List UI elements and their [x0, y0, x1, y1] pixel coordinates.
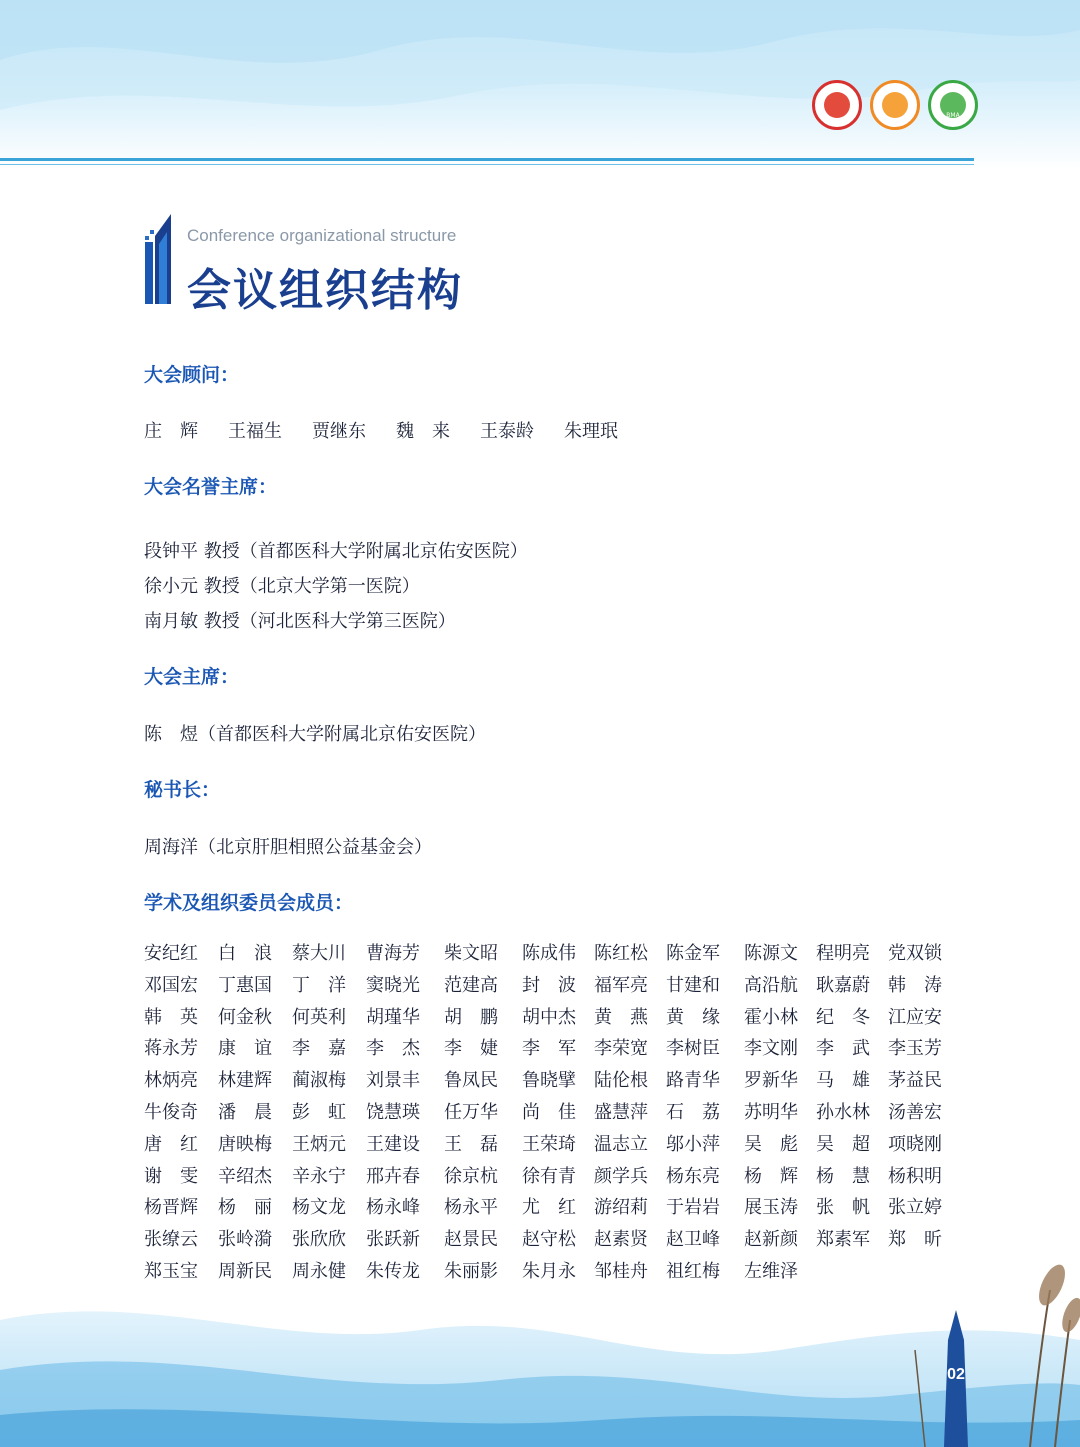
- member-name: 杨积明: [888, 1165, 942, 1187]
- member-name: 范建高: [444, 974, 498, 996]
- member-name: 温志立: [594, 1133, 648, 1155]
- member-name: 李玉芳: [888, 1038, 942, 1060]
- section-advisors-title: 大会顾问：: [144, 364, 240, 386]
- member-name: 杨文龙: [292, 1197, 346, 1219]
- member-name: 何英利: [292, 1006, 346, 1028]
- member-name: 林炳亮: [144, 1070, 198, 1092]
- member-name: 徐有青: [522, 1165, 576, 1187]
- member-name: 白 浪: [218, 943, 272, 964]
- section-honorary-title: 大会名誉主席：: [144, 476, 278, 498]
- member-name: 张立婷: [888, 1197, 942, 1219]
- building-icon: [145, 214, 173, 304]
- member-name: 邬小萍: [666, 1133, 720, 1155]
- member-name: 彭 虹: [292, 1101, 346, 1123]
- member-name: 李树臣: [666, 1038, 720, 1060]
- member-name: 耿嘉蔚: [816, 974, 870, 996]
- member-name: 朱丽影: [444, 1260, 498, 1282]
- member-name: 何金秋: [218, 1006, 272, 1028]
- member-name: 项晓刚: [888, 1133, 942, 1155]
- member-name: 赵卫峰: [666, 1229, 720, 1251]
- member-name: 郑素军: [816, 1229, 870, 1251]
- list-item: 庄 辉: [144, 421, 198, 442]
- member-name: 鲁凤民: [444, 1070, 498, 1092]
- member-name: 李文刚: [744, 1038, 798, 1060]
- member-name: 潘 晨: [218, 1101, 272, 1123]
- member-name: 陆伦根: [594, 1070, 648, 1092]
- member-name: 展玉涛: [744, 1197, 798, 1219]
- member-name: 邓国宏: [144, 974, 198, 996]
- member-name: 王炳元: [292, 1133, 346, 1155]
- list-item: 王福生: [228, 421, 282, 442]
- member-name: 孙水林: [816, 1101, 870, 1123]
- member-name: 尚 佳: [522, 1101, 576, 1123]
- member-name: 杨永平: [444, 1197, 498, 1219]
- member-name: 胡中杰: [522, 1006, 576, 1028]
- member-name: 康 谊: [218, 1038, 272, 1060]
- member-name: 纪 冬: [816, 1006, 870, 1028]
- member-name: 李荣宽: [594, 1038, 648, 1060]
- honorary-chair: 段钟平 教授（首都医科大学附属北京佑安医院）: [144, 541, 528, 562]
- member-name: 杨 辉: [744, 1165, 798, 1187]
- member-name: 牛俊奇: [144, 1101, 198, 1123]
- member-name: 颜学兵: [594, 1165, 648, 1187]
- member-name: 张跃新: [366, 1229, 420, 1251]
- member-name: 于岩岩: [666, 1197, 720, 1219]
- member-name: 杨永峰: [366, 1197, 420, 1219]
- member-name: 胡 鹏: [444, 1006, 498, 1028]
- member-name: 张缭云: [144, 1229, 198, 1251]
- list-item: 魏 来: [396, 421, 450, 442]
- honorary-chair: 南月敏 教授（河北医科大学第三医院）: [144, 611, 456, 632]
- member-name: 安纪红: [144, 943, 198, 964]
- member-name: 黄 缘: [666, 1006, 720, 1028]
- member-name: 韩 英: [144, 1006, 198, 1028]
- header-rule: [0, 158, 974, 161]
- member-name: 杨晋辉: [144, 1197, 198, 1219]
- liver-society-logo: [812, 80, 862, 130]
- member-name: 陈红松: [594, 943, 648, 964]
- member-name: 邢卉春: [366, 1165, 420, 1187]
- member-name: 唐映梅: [218, 1133, 272, 1155]
- member-name: 霍小林: [744, 1006, 798, 1028]
- member-name: 党双锁: [888, 943, 942, 964]
- member-name: 黄 燕: [594, 1006, 648, 1028]
- member-name: 路青华: [666, 1070, 720, 1092]
- section-chair-title: 大会主席：: [144, 666, 240, 688]
- member-name: 郑 昕: [888, 1229, 942, 1251]
- organizer-logos: [812, 80, 978, 130]
- member-name: 赵景民: [444, 1229, 498, 1251]
- member-name: 辛永宁: [292, 1165, 346, 1187]
- conference-chair: 陈 煜（首都医科大学附属北京佑安医院）: [144, 724, 486, 745]
- member-name: 陈金军: [666, 943, 720, 964]
- member-name: 朱传龙: [366, 1260, 420, 1282]
- member-name: 茅益民: [888, 1070, 942, 1092]
- section-members-title: 学术及组织委员会成员：: [144, 892, 354, 914]
- member-name: 祖红梅: [666, 1260, 720, 1282]
- member-name: 郑玉宝: [144, 1260, 198, 1282]
- member-name: 周永健: [292, 1260, 346, 1282]
- member-name: 张岭漪: [218, 1229, 272, 1251]
- list-item: 王泰龄: [480, 421, 534, 442]
- member-name: 王荣琦: [522, 1133, 576, 1155]
- member-name: 饶慧瑛: [366, 1101, 420, 1123]
- member-name: 石 荔: [666, 1101, 720, 1123]
- member-name: 赵守松: [522, 1229, 576, 1251]
- member-name: 盛慧萍: [594, 1101, 648, 1123]
- bma-logo: BMA: [928, 80, 978, 130]
- member-name: 曹海芳: [366, 943, 420, 964]
- member-name: 李 杰: [366, 1038, 420, 1060]
- member-name: 丁惠国: [218, 974, 272, 996]
- member-name: 甘建和: [666, 974, 720, 996]
- member-name: 张欣欣: [292, 1229, 346, 1251]
- member-name: 徐京杭: [444, 1165, 498, 1187]
- member-name: 马 雄: [816, 1070, 870, 1092]
- member-name: 林建辉: [218, 1070, 272, 1092]
- member-name: 鲁晓擘: [522, 1070, 576, 1092]
- page-title: 会议组织结构: [187, 265, 463, 316]
- list-item: 贾继东: [312, 421, 366, 442]
- member-name: 高沿航: [744, 974, 798, 996]
- section-secretary-title: 秘书长：: [144, 779, 221, 801]
- member-name: 辛绍杰: [218, 1165, 272, 1187]
- member-name: 胡瑾华: [366, 1006, 420, 1028]
- member-name: 汤善宏: [888, 1101, 942, 1123]
- member-name: 蔺淑梅: [292, 1070, 346, 1092]
- member-name: 韩 涛: [888, 974, 942, 996]
- member-name: 窦晓光: [366, 974, 420, 996]
- member-name: 苏明华: [744, 1101, 798, 1123]
- member-name: 罗新华: [744, 1070, 798, 1092]
- member-name: 李 武: [816, 1038, 870, 1060]
- member-name: 朱月永: [522, 1260, 576, 1282]
- secretary-general: 周海洋（北京肝胆相照公益基金会）: [144, 837, 432, 858]
- member-name: 游绍莉: [594, 1197, 648, 1219]
- member-name: 刘景丰: [366, 1070, 420, 1092]
- member-name: 江应安: [888, 1006, 942, 1028]
- member-name: 蒋永芳: [144, 1038, 198, 1060]
- footer-decoration: [0, 1230, 1080, 1447]
- member-name: 杨 丽: [218, 1197, 272, 1219]
- header-rule-thin: [0, 164, 974, 165]
- member-name: 李 婕: [444, 1038, 498, 1060]
- member-name: 杨东亮: [666, 1165, 720, 1187]
- member-name: 尤 红: [522, 1197, 576, 1219]
- liver-foundation-logo: [870, 80, 920, 130]
- member-name: 赵素贤: [594, 1229, 648, 1251]
- page-number: 02: [947, 1366, 965, 1383]
- member-name: 左维泽: [744, 1260, 798, 1282]
- member-name: 周新民: [218, 1260, 272, 1282]
- member-name: 吴 超: [816, 1133, 870, 1155]
- advisors-list: [144, 417, 648, 443]
- member-name: 邹桂舟: [594, 1260, 648, 1282]
- member-name: 陈成伟: [522, 943, 576, 964]
- title-english: Conference organizational structure: [187, 226, 457, 245]
- honorary-chair: 徐小元 教授（北京大学第一医院）: [144, 576, 420, 597]
- member-name: 任万华: [444, 1101, 498, 1123]
- member-name: 唐 红: [144, 1133, 198, 1155]
- member-name: 福军亮: [594, 974, 648, 996]
- member-name: 丁 洋: [292, 974, 346, 996]
- member-name: 李 嘉: [292, 1038, 346, 1060]
- member-name: 吴 彪: [744, 1133, 798, 1155]
- member-name: 王建设: [366, 1133, 420, 1155]
- member-name: 赵新颜: [744, 1229, 798, 1251]
- member-name: 杨 慧: [816, 1165, 870, 1187]
- member-name: 李 军: [522, 1038, 576, 1060]
- member-name: 王 磊: [444, 1133, 498, 1155]
- member-name: 程明亮: [816, 943, 870, 964]
- member-name: 谢 雯: [144, 1165, 198, 1187]
- member-name: 柴文昭: [444, 943, 498, 964]
- member-name: 张 帆: [816, 1197, 870, 1219]
- member-name: 蔡大川: [292, 943, 346, 964]
- list-item: 朱理珉: [564, 421, 618, 442]
- member-name: 封 波: [522, 974, 576, 996]
- member-name: 陈源文: [744, 943, 798, 964]
